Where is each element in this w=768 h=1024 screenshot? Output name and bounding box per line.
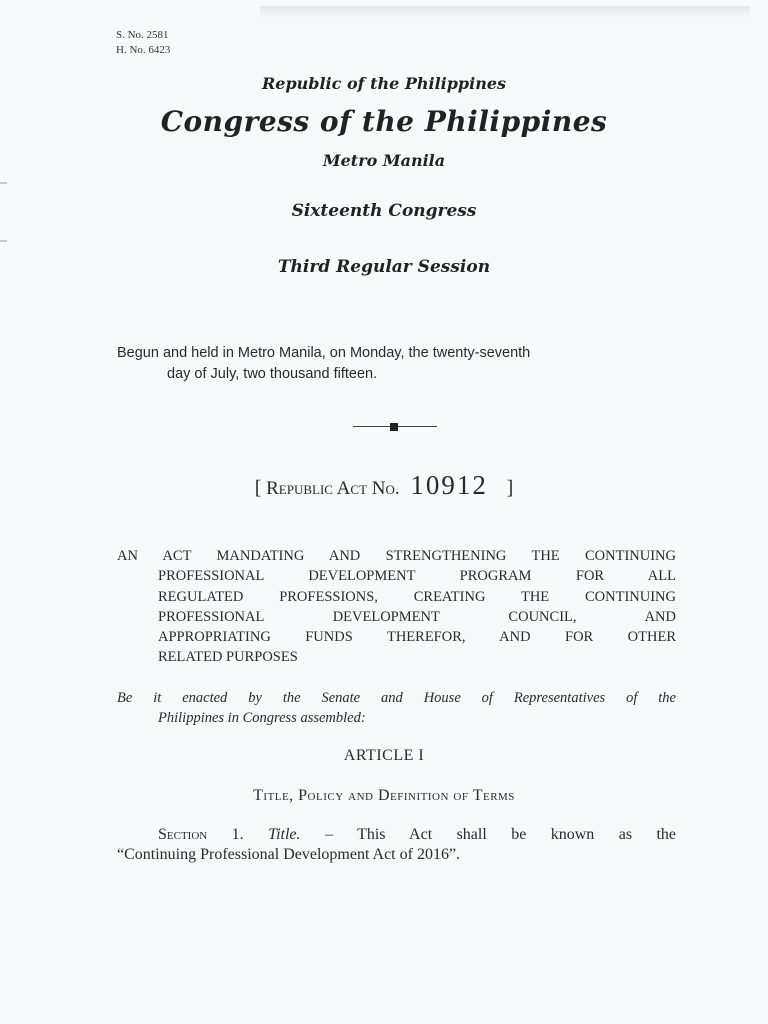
title-line: PROFESSIONAL DEVELOPMENT COUNCIL, AND — [158, 608, 676, 625]
title-line: REGULATED PROFESSIONS, CREATING THE CONTINUING — [158, 588, 676, 605]
title-line: APPROPRIATING FUNDS THEREFOR, AND FOR OTHER — [158, 629, 676, 646]
senate-bill-number: S. No. 2581 — [116, 29, 169, 41]
section-1-line-2: “Continuing Professional Development Act of 2016”. — [117, 846, 461, 863]
scan-shadow — [260, 6, 750, 18]
title-line: AN ACT MANDATING AND STRENGTHENING THE CONTINUING — [117, 548, 676, 564]
article-heading: Title, Policy and Definition of Terms — [253, 787, 515, 804]
article-label: ARTICLE I — [343, 747, 425, 764]
act-title — [117, 546, 676, 668]
section-label: Section 1. — [158, 826, 244, 843]
bill-references — [116, 28, 170, 58]
house-bill-number: H. No. 6423 — [116, 44, 171, 56]
act-number: 10912 — [410, 470, 488, 500]
enacting-clause — [117, 688, 676, 728]
open-bracket: [ — [254, 477, 262, 499]
metro-manila-heading: Metro Manila — [322, 151, 446, 170]
title-line: RELATED PURPOSES — [158, 649, 298, 666]
begun-line-2: day of July, two thousand fifteen. — [167, 366, 378, 382]
section-text: – This Act shall be known as the — [300, 826, 677, 843]
scan-edge-mark — [0, 240, 7, 242]
begun-statement — [117, 343, 687, 385]
title-line: PROFESSIONAL DEVELOPMENT PROGRAM FOR ALL — [158, 568, 676, 585]
session-heading: Third Regular Session — [277, 257, 491, 277]
scan-edge-mark — [0, 182, 7, 184]
close-bracket: ] — [506, 477, 514, 499]
republic-act-label: Republic Act No. — [266, 478, 400, 499]
enacting-line-2: Philippines in Congress assembled: — [158, 710, 366, 726]
republic-heading: Republic of the Philippines — [261, 74, 507, 93]
congress-number-heading: Sixteenth Congress — [291, 201, 477, 221]
enacting-line-1: Be it enacted by the Senate and House of Representatives of the — [117, 690, 676, 706]
ornament-divider — [353, 421, 437, 433]
section-1-line-1 — [117, 825, 676, 845]
congress-heading: Congress of the Philippines — [160, 105, 608, 138]
republic-act-number — [0, 470, 768, 501]
section-title: Title. — [268, 826, 301, 843]
section-1 — [117, 825, 676, 865]
begun-line-1: Begun and held in Metro Manila, on Monday, the twenty-seventh — [117, 345, 531, 361]
